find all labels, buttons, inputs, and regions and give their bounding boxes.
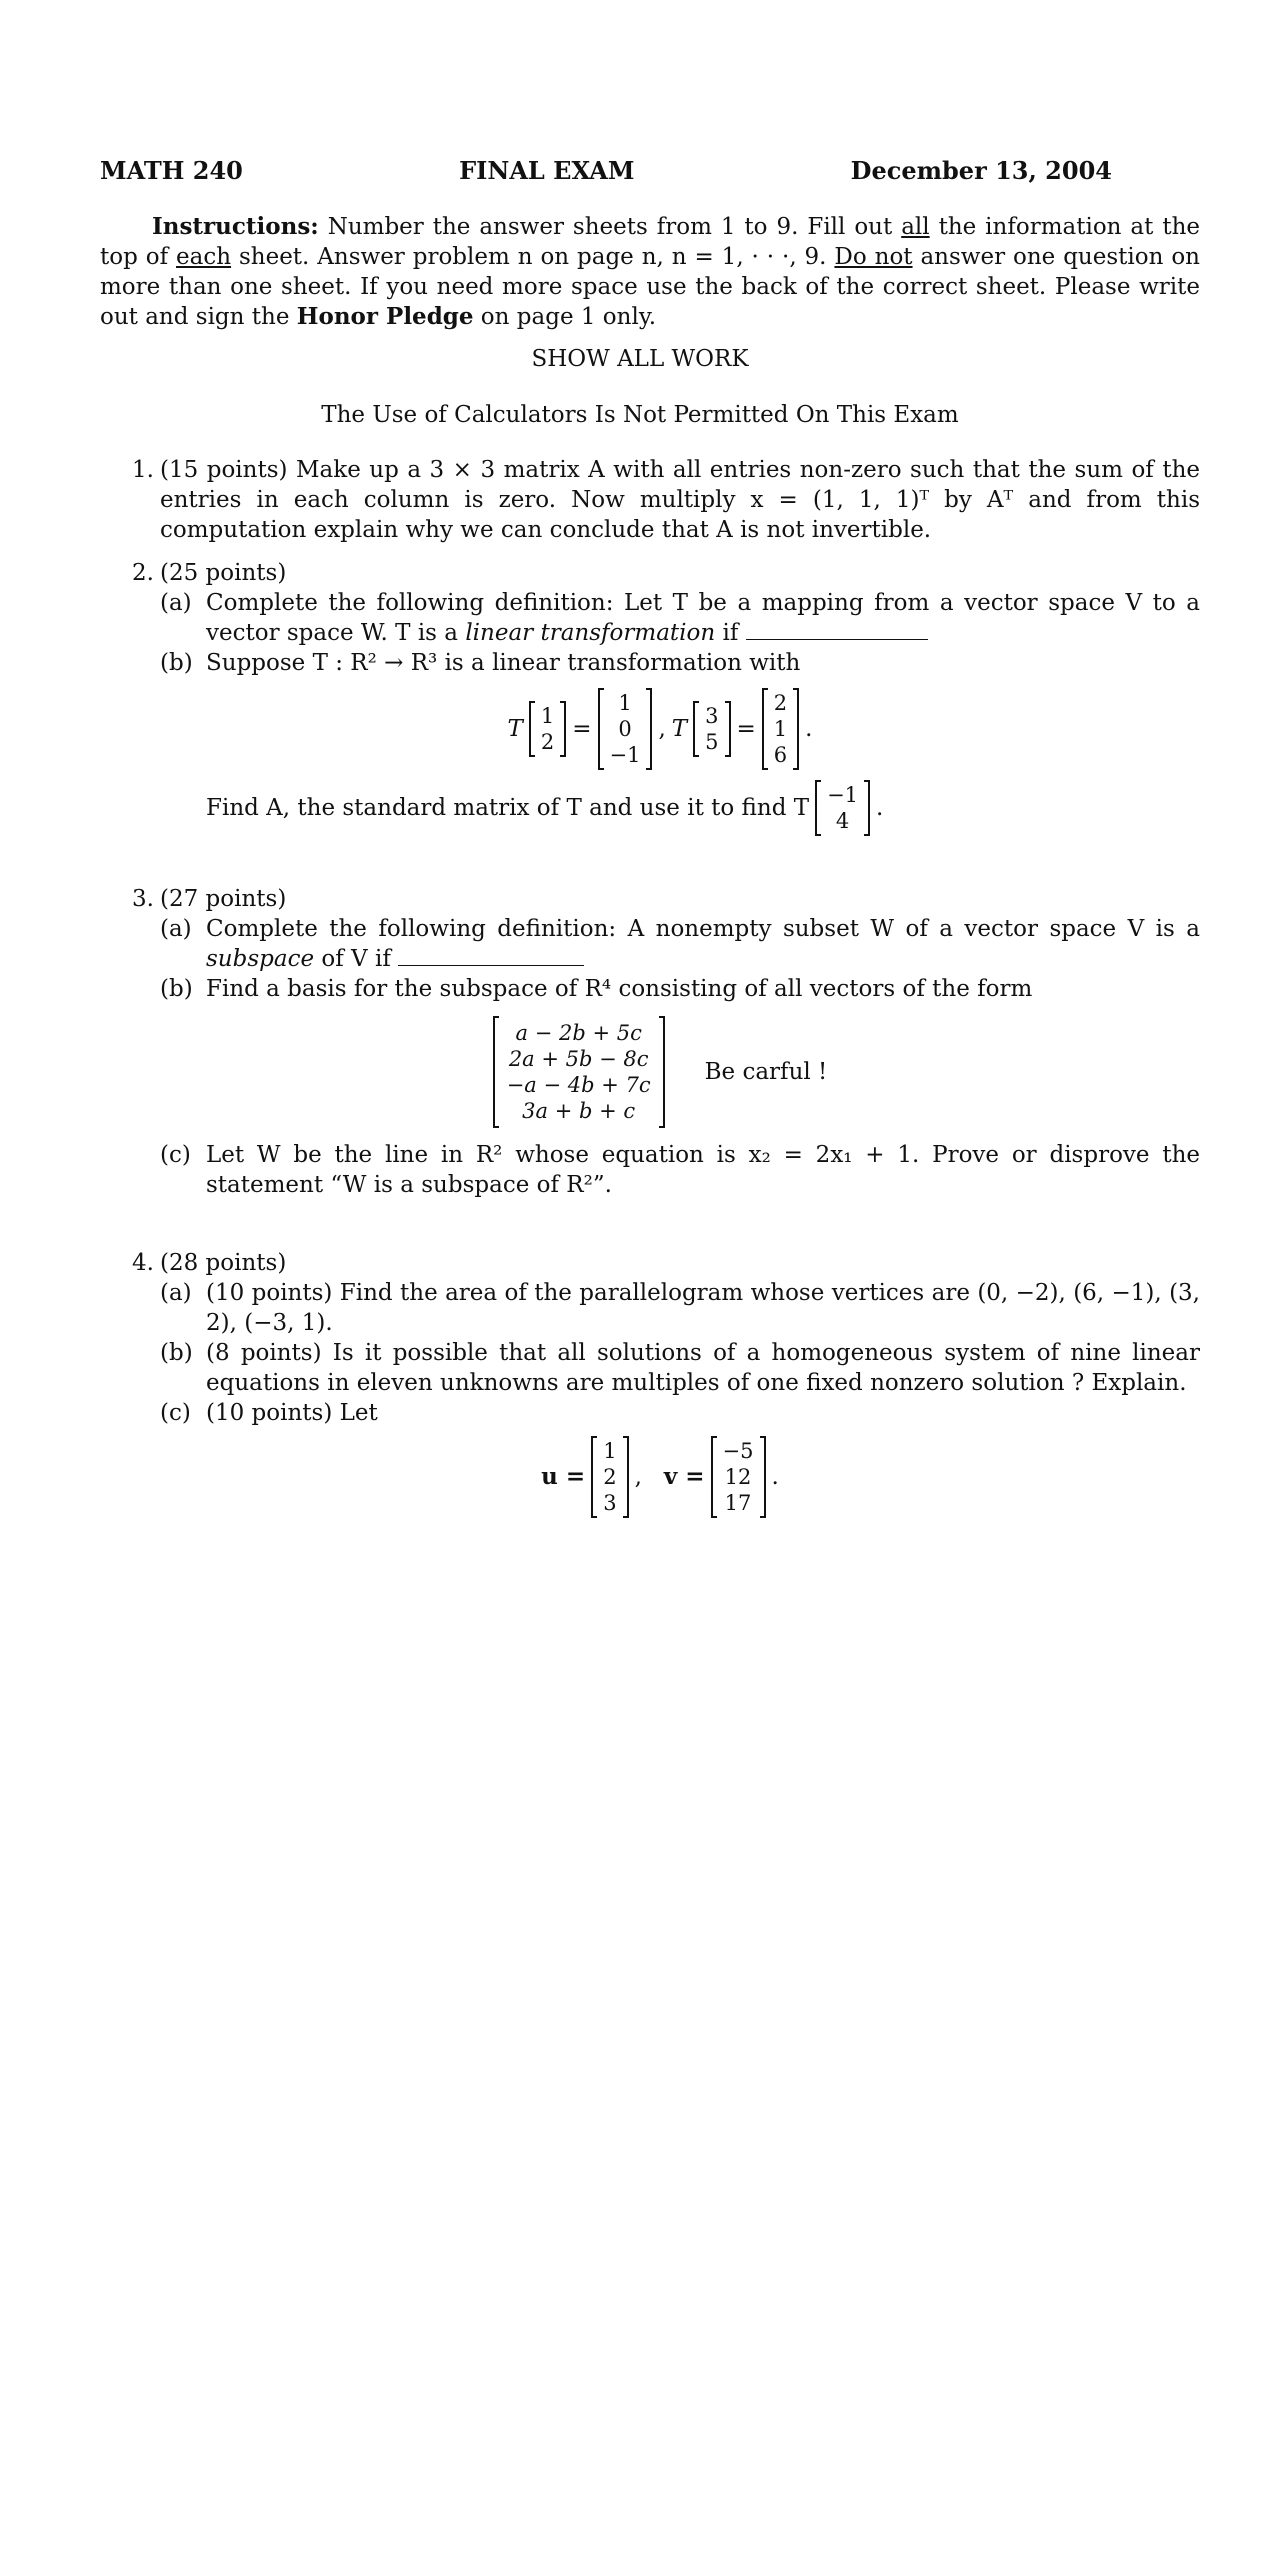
equals-sign: =: [736, 716, 756, 742]
problem-4b: [160, 1338, 1200, 1398]
part-label: (a): [160, 1280, 192, 1306]
part-label: (b): [160, 976, 193, 1002]
vector-entry: 4: [835, 809, 850, 833]
vector-entry: 3a + b + c: [522, 1099, 636, 1123]
vector-image-2: [762, 688, 799, 770]
label-v: v =: [663, 1463, 705, 1490]
problem-4a-text: (10 points) Find the area of the parallelogram whose vertices are (0, −2), (6, −1), (3, 2), (−3, 1).: [206, 1280, 1200, 1336]
vectors-u-v: [120, 1436, 1200, 1518]
vector-find: [815, 780, 870, 836]
find-standard-matrix: [206, 780, 1200, 836]
period: .: [771, 1464, 779, 1490]
vector-u: [591, 1436, 628, 1518]
exam-title: FINAL EXAM: [459, 156, 635, 185]
problem-4c: [160, 1398, 1200, 1428]
vector-v2: [693, 701, 730, 757]
vector-entry: −a − 4b + 7c: [506, 1073, 651, 1097]
vector-entry: 1: [773, 717, 788, 741]
calculator-notice: The Use of Calculators Is Not Permitted On This Exam: [321, 402, 959, 428]
problem-2: [120, 558, 1200, 836]
vector-entry: 2: [540, 730, 555, 754]
vector-entry: −5: [722, 1439, 754, 1463]
underlined-each: each: [176, 244, 232, 270]
show-all-work: SHOW ALL WORK: [531, 346, 749, 372]
vector-entry: 1: [618, 691, 632, 715]
vector-entry: 5: [705, 730, 719, 754]
vector-entry: 1: [540, 704, 555, 728]
vector-v: [711, 1436, 766, 1518]
period: .: [805, 716, 813, 742]
instructions-text: the information at the top of: [100, 214, 1200, 270]
problem-2a-text: Complete the following definition: Let T be a mapping from a vector space V to a vector space W. T is a: [206, 590, 1200, 646]
term-linear-transformation: linear transformation: [465, 620, 716, 646]
vector-image-1: [598, 688, 653, 770]
symbol-T: T: [671, 716, 688, 742]
vector-entry: 2: [603, 1465, 617, 1489]
problem-1: [120, 455, 1200, 545]
label-u: u =: [541, 1463, 586, 1490]
part-label: (c): [160, 1400, 191, 1426]
vector-entry: 17: [724, 1491, 752, 1515]
vector-entry: 2a + 5b − 8c: [508, 1047, 649, 1071]
problem-1-text: (15 points) Make up a 3 × 3 matrix A with all entries non-zero such that the sum of the entries in each column is zero. Now multiply x = (1, 1, 1)ᵀ by Aᵀ and from this computation explain why we can conclude that A is not invertible.: [160, 457, 1200, 543]
problem-4b-text: (8 points) Is it possible that all solutions of a homogeneous system of nine linear equations in eleven unknowns are multiples of one fixed nonzero solution ? Explain.: [206, 1340, 1200, 1396]
instructions: [100, 212, 1200, 332]
part-label: (b): [160, 1340, 193, 1366]
problem-2-points: (25 points): [160, 560, 287, 586]
problem-3a: [160, 914, 1200, 974]
part-label: (a): [160, 590, 192, 616]
instructions-text: on page 1 only.: [473, 304, 657, 330]
answer-blank: [746, 621, 928, 640]
instructions-label: Instructions:: [152, 213, 319, 240]
find-text: Find A, the standard matrix of T and use it to find T: [206, 795, 810, 821]
course-title: MATH 240: [100, 156, 243, 185]
problem-3a-text: Complete the following definition: A nonempty subset W of a vector space V is a: [206, 916, 1200, 942]
problem-3c-text: Let W be the line in R² whose equation is x₂ = 2x₁ + 1. Prove or disprove the statement “W is a subspace of R²”.: [206, 1142, 1200, 1198]
vector-entry: 3: [603, 1491, 617, 1515]
symbol-T: T: [507, 716, 523, 742]
instructions-text: sheet. Answer problem n on page n, n = 1, · · ·, 9.: [231, 244, 835, 270]
underlined-do-not: Do not: [834, 244, 913, 270]
problem-2a-end: if: [715, 620, 739, 646]
vector-entry: 0: [618, 717, 632, 741]
problem-3c: [160, 1140, 1200, 1200]
instructions-text: Number the answer sheets from 1 to 9. Fill out: [318, 214, 902, 240]
instructions-text: answer one question on more than one sheet. If you need more space use the back of the correct sheet. Please write out and sign the: [100, 244, 1200, 330]
problem-3b-text: Find a basis for the subspace of R⁴ consisting of all vectors of the form: [206, 976, 1033, 1002]
problem-3-points: (27 points): [160, 886, 287, 912]
problem-3b: [160, 974, 1200, 1004]
problem-number: 1.: [132, 457, 154, 483]
problem-number: 3.: [132, 886, 154, 912]
equals-sign: =: [572, 716, 592, 742]
problem-2b: [160, 648, 1200, 678]
underlined-all: all: [901, 214, 930, 240]
vector-entry: 1: [603, 1439, 617, 1463]
problem-number: 4.: [132, 1250, 154, 1276]
vector-entry: −1: [609, 743, 641, 767]
problem-2a: [160, 588, 1200, 648]
vector-entry: 3: [705, 704, 719, 728]
honor-pledge: Honor Pledge: [296, 303, 474, 330]
vector-entry: a − 2b + 5c: [515, 1021, 642, 1045]
exam-date: December 13, 2004: [850, 156, 1112, 185]
vector-v1: [529, 701, 566, 757]
problem-4: [120, 1248, 1200, 1518]
problem-4c-text: (10 points) Let: [206, 1400, 378, 1426]
part-label: (b): [160, 650, 193, 676]
vector-entry: −1: [827, 783, 859, 807]
period: .: [876, 795, 884, 821]
vector-entry: 2: [773, 691, 788, 715]
exam-header: [100, 156, 1112, 186]
answer-blank: [398, 947, 584, 966]
part-label: (a): [160, 916, 192, 942]
problem-4-points: (28 points): [160, 1250, 287, 1276]
be-careful-note: Be carful !: [704, 1059, 828, 1085]
comma: ,: [634, 1464, 642, 1490]
problem-3a-end: of V if: [314, 946, 391, 972]
vector-entry: 6: [773, 743, 788, 767]
problem-3: [120, 884, 1200, 1200]
general-vector: [493, 1016, 665, 1128]
problem-number: 2.: [132, 560, 154, 586]
term-subspace: subspace: [206, 946, 315, 972]
vector-entry: 12: [724, 1465, 752, 1489]
comma: ,: [658, 716, 666, 742]
transformation-equations: [120, 688, 1200, 770]
problem-4a: [160, 1278, 1200, 1338]
subspace-vector-row: [120, 1016, 1200, 1128]
part-label: (c): [160, 1142, 191, 1168]
problem-2b-text: Suppose T : R² → R³ is a linear transformation with: [206, 650, 801, 676]
